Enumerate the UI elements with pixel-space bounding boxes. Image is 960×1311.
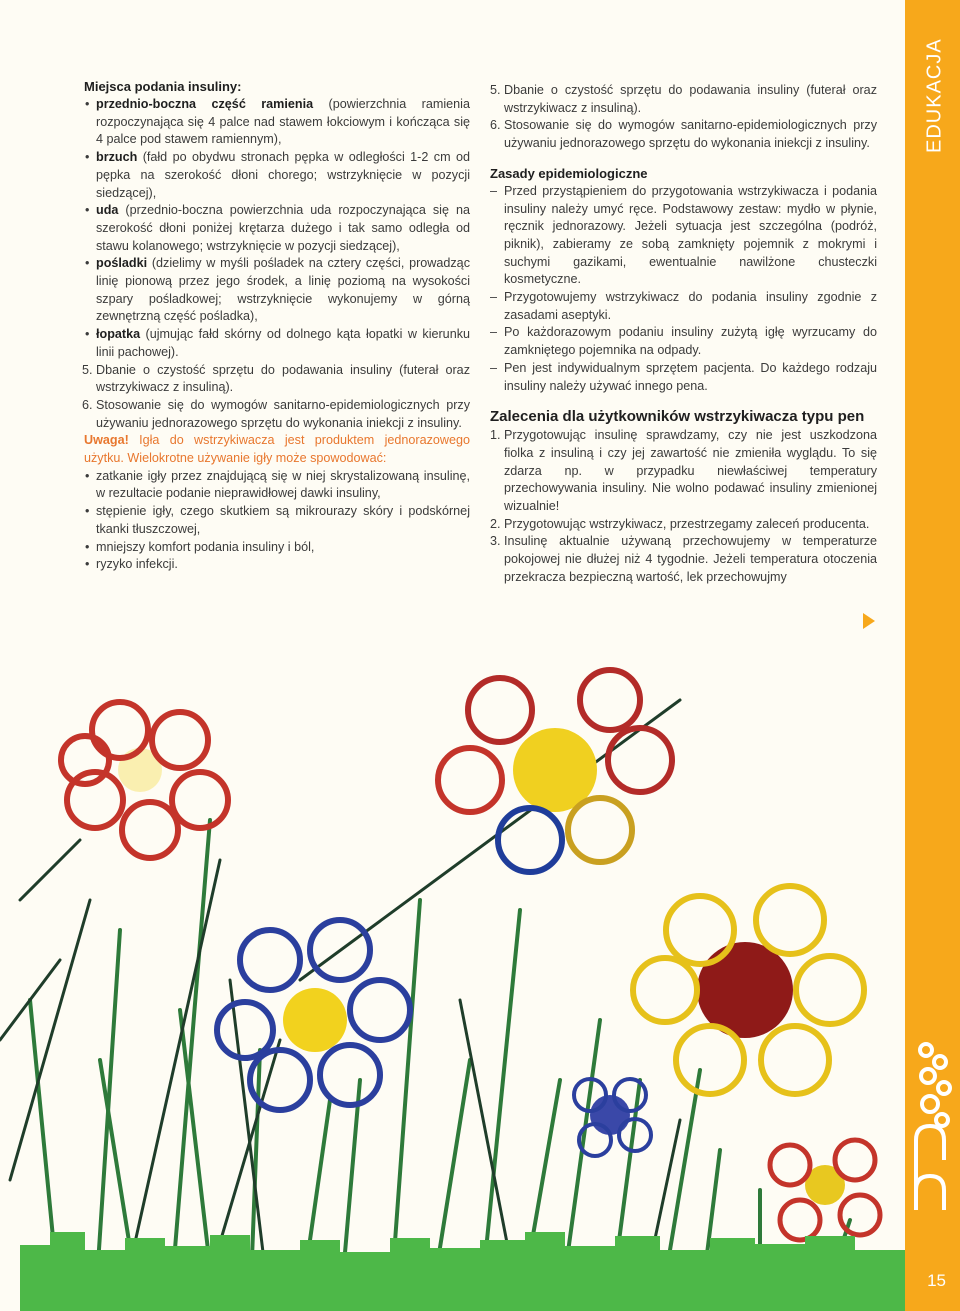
list-item: – Przed przystąpieniem do przygotowania wstrzykiwacza i podania insuliny należy umyć ręce. Podstawowy zestaw: mydło w płynie, ręcznik jednorazowy. Jeżeli sytuacja jest szczególna (podróż, piknik), zabieramy ze sobą zamknięty pojemnik z mokrymi i suchymi gazikami, ewentualnie nawilżone chusteczki kosmetyczne. [490,183,877,287]
epidemiology-heading: Zasady epidemiologiczne [490,165,648,181]
left-column [84,78,470,574]
list-item: 5. Dbanie o czystość sprzętu do podawania insuliny (futerał oraz wstrzykiwacz z insuliną). [490,83,877,115]
list-item: – Po każdorazowym podaniu insuliny zużytą igłę wyrzucamy do zamkniętego pojemnika na odpady. [490,325,877,358]
warning-label: Uwaga! [84,433,129,448]
section-label: EDUKACJA [923,38,946,154]
injection-sites-heading: Miejsca podania insuliny: [84,79,242,94]
left-steps-list [82,362,470,433]
list-item: 1. Przygotowując insulinę sprawdzamy, czy nie jest uszkodzona fiolka z insuliną i czy jej zawartość nie zmieniła wyglądu. To się zdarza np. w przypadku niewłaściwej temperatury przechowywania insuliny. Nie wolno podawać insuliny zmienionej wizualnie! [490,428,877,514]
list-item: 6. Stosowanie się do wymogów sanitarno-epidemiologicznych przy używaniu jednorazowego sprzętu do wykonania iniekcji z insuliny. [82,397,470,430]
list-item: 5. Dbanie o czystość sprzętu do podawania insuliny (futerał oraz wstrzykiwacz z insuliną). [82,362,470,395]
flower-painting-illustration [0,630,905,1311]
list-item: • łopatka (ujmując fałd skórny od dolnego kąta łopatki w kierunku linii pachowej). [84,326,470,361]
page-number: 15 [927,1271,946,1290]
list-item: • uda (przednio-boczna powierzchnia uda rozpoczynająca się na szerokość dłoni poniżej krętarza dużego i tak samo odległa od stawu kolanowego; wstrzyknięcie w pozycji siedzącej), [84,202,470,255]
list-item: • stępienie igły, czego skutkiem są mikrourazy skóry i podskórnej tkanki tłuszczowej, [84,503,470,538]
injection-sites-list [84,96,470,362]
pen-steps-list [490,427,877,586]
side-band [905,0,960,1311]
list-item: 3. Insulinę aktualnie używaną przechowujemy w temperaturze pokojowej nie dłużej niż 4 tygodnie. Jeżeli temperatura otoczenia przekracza bezpieczną wartość, lek przechowujmy [490,534,877,584]
list-item: • przednio-boczna część ramienia (powierzchnia ramienia rozpoczynająca się 4 palce nad stawem łokciowym i kończąca się 4 palce pod stawem ramiennym), [84,96,470,149]
list-item: – Przygotowujemy wstrzykiwacz do podania insuliny zgodnie z zasadami aseptyki. [490,290,877,322]
list-item: • mniejszy komfort podania insuliny i ból, [84,539,470,557]
list-item: • pośladki (dzielimy w myśli pośladek na cztery części, prowadząc linię pionową przez jego środek, a linię poziomą na wysokości szpary pośladkowej; wstrzyknięcie wykonujemy w górną zewnętrzną część pośladka), [84,255,470,326]
warning-text: Igła do wstrzykiwacza jest produktem jednorazowego użytku. Wielokrotne używanie igły może spowodować: [84,433,470,466]
warning-paragraph [84,432,470,467]
list-item: – Pen jest indywidualnym sprzętem pacjenta. Do każdego rodzaju insuliny należy używać innego pena. [490,360,877,393]
list-item: • ryzyko infekcji. [84,556,470,574]
list-item: 2. Przygotowując wstrzykiwacz, przestrzegamy zaleceń producenta. [490,516,870,531]
triangle-right-icon [862,612,876,630]
list-item: 6. Stosowanie się do wymogów sanitarno-epidemiologicznych przy używaniu jednorazowego sprzętu do wykonania iniekcji z insuliny. [490,118,877,151]
list-item: • zatkanie igły przez znajdującą się w niej skrystalizowaną insulinę, w rezultacie podanie nieprawidłowej dawki insuliny, [84,468,470,503]
right-steps-list [490,82,877,153]
epidemiology-rules-list [490,183,877,395]
decorative-circles-logo [908,1040,958,1220]
needle-effects-list [84,468,470,574]
right-column [490,82,877,587]
pen-heading: Zalecenia dla użytkowników wstrzykiwacza typu pen [490,408,865,426]
list-item: • brzuch (fałd po obydwu stronach pępka w odległości 1-2 cm od pępka na szerokość dłoni chorego; wstrzyknięcie w pozycji siedzącej), [84,149,470,202]
